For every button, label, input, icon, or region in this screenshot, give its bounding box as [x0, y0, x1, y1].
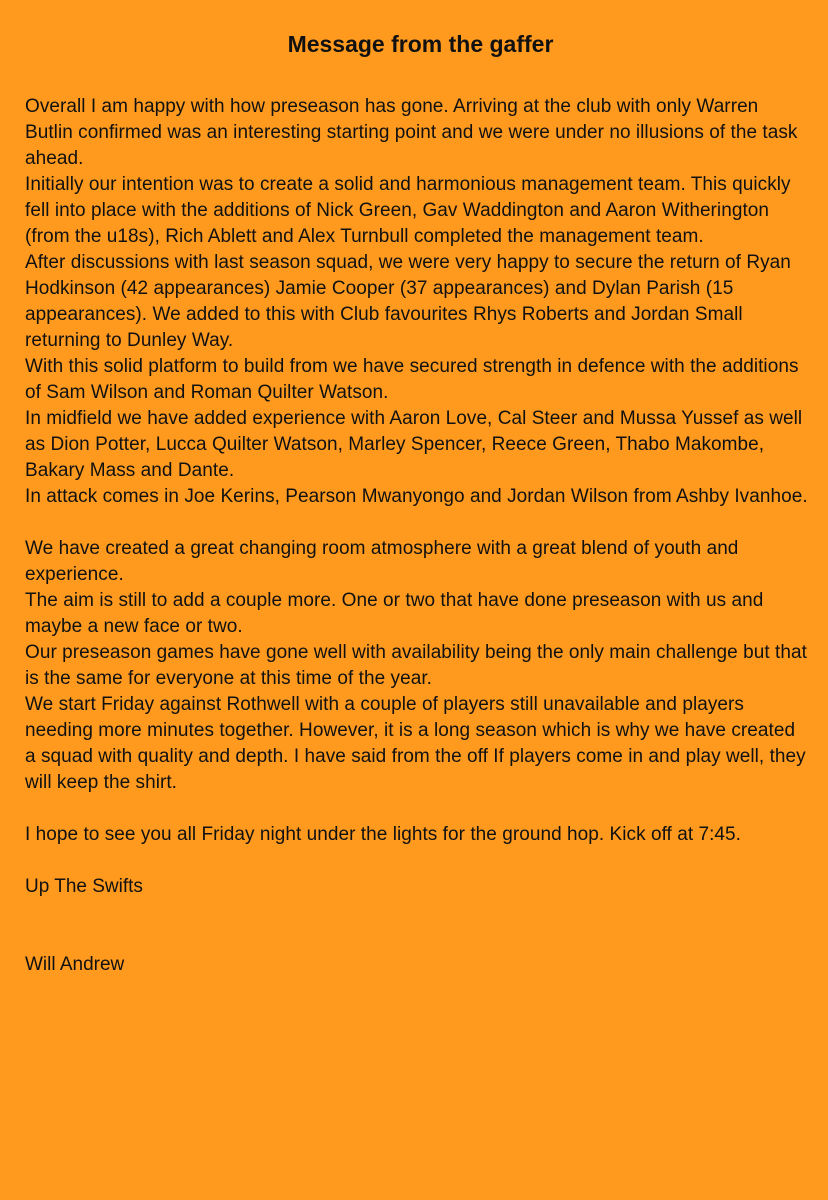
paragraph-season-start: We start Friday against Rothwell with a couple of players still unavailable and players needing more minutes together. However, it is a long season which is why we have created a squad with quality and depth. I have said from the off If players come in and play well, they will keep the shirt.: [25, 694, 806, 793]
paragraph-attack-signings: In attack comes in Joe Kerins, Pearson Mwanyongo and Jordan Wilson from Ashby Ivanhoe.: [25, 486, 808, 507]
paragraph-midfield-signings: In midfield we have added experience with Aaron Love, Cal Steer and Mussa Yussef as well as Dion Potter, Lucca Quilter Watson, Marley Spencer, Reece Green, Thabo Makombe, Bakary Mass and Dante.: [25, 408, 803, 481]
paragraph-spacer: [25, 900, 808, 952]
paragraph-spacer: [25, 796, 808, 822]
paragraph-spacer: [25, 510, 808, 536]
paragraph-defence-signings: With this solid platform to build from we have secured strength in defence with the additions of Sam Wilson and Roman Quilter Watson.: [25, 356, 799, 403]
paragraph-returning-players: After discussions with last season squad, we were very happy to secure the return of Ryan Hodkinson (42 appearances) Jamie Cooper (37 appearances) and Dylan Parish (15 appearances). We added to this with Club favourites Rhys Roberts and Jordan Small returning to Dunley Way.: [25, 252, 791, 351]
paragraph-aim: The aim is still to add a couple more. One or two that have done preseason with us and maybe a new face or two.: [25, 590, 764, 637]
signature: Will Andrew: [25, 954, 125, 975]
paragraph-preseason-overview: Overall I am happy with how preseason has gone. Arriving at the club with only Warren Butlin confirmed was an interesting starting point and we were under no illusions of the task ahead.: [25, 96, 798, 169]
page-title: Message from the gaffer: [287, 31, 554, 57]
slogan: Up The Swifts: [25, 876, 143, 897]
paragraph-preseason-games: Our preseason games have gone well with availability being the only main challenge but that is the same for everyone at this time of the year.: [25, 642, 807, 689]
paragraph-atmosphere: We have created a great changing room atmosphere with a great blend of youth and experience.: [25, 538, 739, 585]
paragraph-spacer: [25, 848, 808, 874]
paragraph-kickoff: I hope to see you all Friday night under the lights for the ground hop. Kick off at 7:45.: [25, 824, 741, 845]
paragraph-management-team: Initially our intention was to create a solid and harmonious management team. This quickly fell into place with the additions of Nick Green, Gav Waddington and Aaron Witherington (from the u18s), Rich Ablett and Alex Turnbull completed the management team.: [25, 174, 791, 247]
